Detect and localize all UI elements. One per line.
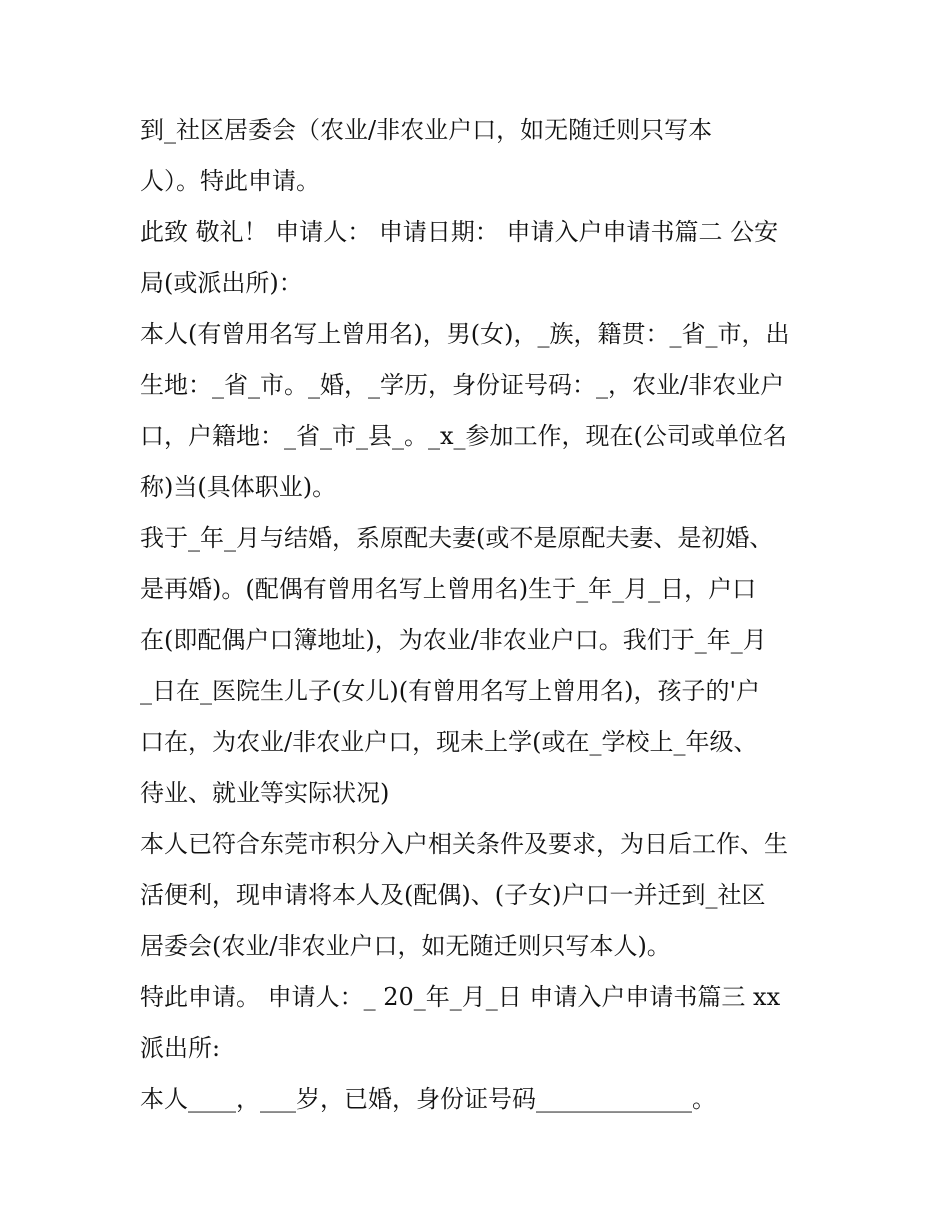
text-line-10: 是再婚)。(配偶有曾用名写上曾用名)生于_年_月_日，户口 bbox=[140, 575, 757, 603]
text-line-4: 局(或派出所)： bbox=[140, 269, 303, 297]
text-line-3: 此致 敬礼！ 申请人： 申请日期： 申请入户申请书篇二 公安 bbox=[140, 218, 779, 246]
text-line-19: 派出所: bbox=[140, 1034, 221, 1062]
text-line-8: 称)当(具体职业)。 bbox=[140, 473, 337, 501]
text-line-14: 待业、就业等实际状况) bbox=[140, 779, 390, 807]
text-line-5: 本人(有曾用名写上曾用名)，男(女)，_族，籍贯：_省_市，出 bbox=[140, 320, 790, 348]
text-line-15: 本人已符合东莞市积分入户相关条件及要求，为日后工作、生 bbox=[140, 830, 788, 858]
text-line-16: 活便利，现申请将本人及(配偶)、(子女)户口一并迁到_社区 bbox=[140, 881, 766, 909]
text-line-2: 人）。特此申请。 bbox=[140, 167, 320, 195]
text-line-18: 特此申请。 申请人：_ 20_年_月_日 申请入户申请书篇三 xx bbox=[140, 983, 781, 1011]
text-line-11: 在(即配偶户口簿地址)，为农业/非农业户口。我们于_年_月 bbox=[140, 626, 767, 654]
text-line-13: 口在，为农业/非农业户口，现未上学(或在_学校上_年级、 bbox=[140, 728, 758, 756]
text-line-1: 到_社区居委会（农业/非农业户口，如无随迁则只写本 bbox=[140, 116, 713, 144]
text-line-7: 口，户籍地：_省_市_县_。_x_参加工作，现在(公司或单位名 bbox=[140, 422, 787, 450]
text-line-17: 居委会(农业/非农业户口，如无随迁则只写本人)。 bbox=[140, 932, 671, 960]
text-line-12: _日在_医院生儿子(女儿)(有曾用名写上曾用名)，孩子的'户 bbox=[140, 677, 761, 705]
text-line-6: 生地：_省_市。_婚，_学历，身份证号码：_，农业/非农业户 bbox=[140, 371, 785, 399]
text-line-20: 本人____，___岁，已婚，身份证号码_____________。 bbox=[140, 1085, 716, 1113]
text-line-9: 我于_年_月与结婚，系原配夫妻(或不是原配夫妻、是初婚、 bbox=[140, 524, 774, 552]
